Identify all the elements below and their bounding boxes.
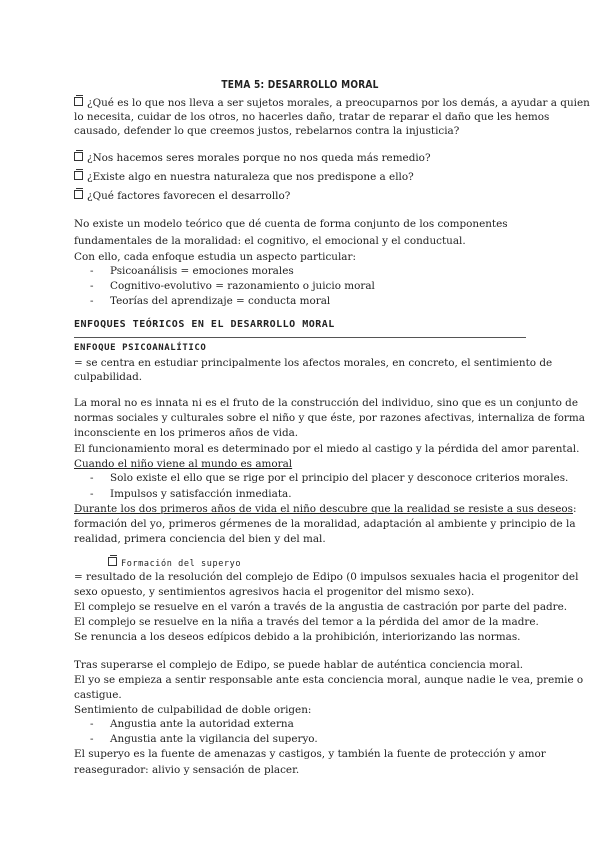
paragraph-line: = resultado de la resolución del complejo de Edipo (0 impulsos sexuales hacia el progenitor del [74,571,579,583]
checkbox-icon [74,97,83,106]
paragraph-line: reasegurador: alivio y sensación de placer. [74,764,300,776]
list-item: Solo existe el ello que se rige por el principio del placer y desconoce criterios morales. [110,472,569,484]
list-bullet: - [90,295,94,307]
subsection-heading: ENFOQUE PSICOANALÍTICO [74,343,207,353]
paragraph-line: fundamentales de la moralidad: el cognitivo, el emocional y el conductual. [74,235,466,247]
paragraph-line: No existe un modelo teórico que dé cuenta de forma conjunto de los componentes [74,218,508,230]
paragraph-line: El funcionamiento moral es determinado por el miedo al castigo y la pérdida del amor parental. [74,443,580,455]
paragraph-line: Durante los dos primeros años de vida el niño descubre que la realidad se resiste a sus deseos: [74,503,577,515]
page-title: TEMA 5: DESARROLLO MORAL [221,78,379,91]
subsubsection-heading: Formación del superyo [108,557,241,569]
paragraph-line: formación del yo, primeros gérmenes de la moralidad, adaptación al ambiente y principio de la [74,518,576,530]
paragraph-line: = se centra en estudiar principalmente los afectos morales, en concreto, el sentimiento de [74,357,553,369]
section-heading: ENFOQUES TEÓRICOS EN EL DESARROLLO MORAL [74,319,335,330]
paragraph-line: realidad, primera conciencia del bien y del mal. [74,533,326,545]
paragraph-line: culpabilidad. [74,371,143,383]
question-3: ¿Existe algo en nuestra naturaleza que nos predispone a ello? [74,170,414,184]
paragraph-line: normas sociales y culturales sobre el niño y que éste, por razones afectivas, internaliza de forma [74,412,585,424]
underlined-heading: Cuando el niño viene al mundo es amoral [74,458,293,470]
paragraph-line: inconsciente en los primeros años de vida. [74,427,299,439]
question-1-line-3: causado, defender lo que creemos justos, rebelarnos contra la injusticia? [74,125,460,137]
paragraph-line: Tras superarse el complejo de Edipo, se puede hablar de auténtica conciencia moral. [74,659,524,671]
list-item: Impulsos y satisfacción inmediata. [110,488,292,500]
question-1-line-2: lo necesita, cuidar de los otros, no hacerles daño, tratar de reparar el daño que les hemos [74,111,550,123]
paragraph-line: Con ello, cada enfoque estudia un aspecto particular: [74,251,356,263]
list-item: Angustia ante la vigilancia del superyo. [110,733,318,745]
question-4: ¿Qué factores favorecen el desarrollo? [74,189,290,203]
paragraph-line: Se renuncia a los deseos edípicos debido a la prohibición, interiorizando las normas. [74,631,521,643]
list-bullet: - [90,280,94,292]
paragraph-line: El yo se empieza a sentir responsable ante esta conciencia moral, aunque nadie le vea, premie o [74,674,584,686]
question-2: ¿Nos hacemos seres morales porque no nos queda más remedio? [74,151,431,165]
checkbox-icon [74,171,83,180]
paragraph-line: El complejo se resuelve en la niña a través del temor a la pérdida del amor de la madre. [74,616,539,628]
list-bullet: - [90,733,94,745]
checkbox-icon [74,152,83,161]
question-1-line-1: ¿Qué es lo que nos lleva a ser sujetos morales, a preocuparnos por los demás, a ayudar a quien [74,96,590,110]
paragraph-line: sexo opuesto, y sentimientos agresivos hacia el progenitor del mismo sexo). [74,586,475,598]
list-item: Cognitivo-evolutivo = razonamiento o juicio moral [110,280,375,292]
list-item: Teorías del aprendizaje = conducta moral [110,295,331,307]
paragraph-line: Sentimiento de culpabilidad de doble origen: [74,704,312,716]
list-bullet: - [90,472,94,484]
paragraph-line: El complejo se resuelve en el varón a través de la angustia de castración por parte del padre. [74,601,568,613]
paragraph-line: El superyo es la fuente de amenazas y castigos, y también la fuente de protección y amor [74,748,546,760]
paragraph-line: La moral no es innata ni es el fruto de la construcción del individuo, sino que es un conjunto de [74,397,578,409]
list-bullet: - [90,265,94,277]
list-bullet: - [90,718,94,730]
list-item: Psicoanálisis = emociones morales [110,265,294,277]
list-bullet: - [90,488,94,500]
paragraph-line: castigue. [74,689,122,701]
list-item: Angustia ante la autoridad externa [110,718,294,730]
checkbox-icon [74,190,83,199]
section-divider [74,337,526,338]
checkbox-icon [108,557,117,566]
